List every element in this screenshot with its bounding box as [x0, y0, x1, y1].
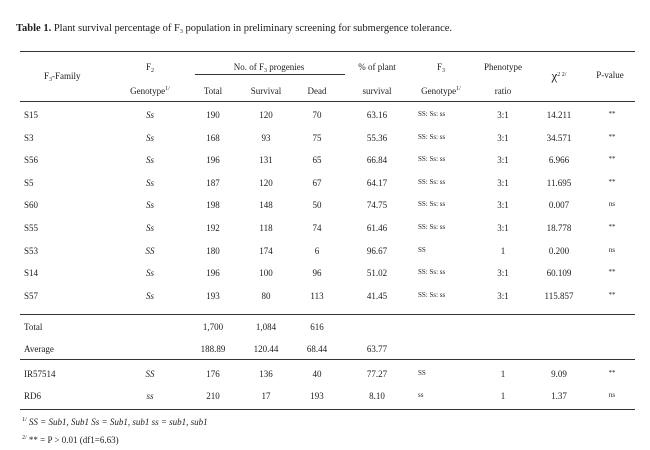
cell-f3: SS: Ss: ss	[418, 200, 446, 209]
cell-pct: 51.02	[366, 268, 388, 279]
cell-chi: 60.109	[546, 268, 572, 279]
cell-survival: 120	[259, 177, 273, 188]
cell-f2: Ss	[145, 290, 155, 301]
top-rule	[20, 51, 635, 52]
header-chi-symbol: χ	[551, 68, 558, 83]
header-progenies	[234, 62, 305, 73]
cell-family: S14	[24, 268, 39, 279]
average-total: 188.89	[200, 344, 226, 354]
cell-p: **	[608, 177, 616, 186]
cell-pct: 8.10	[369, 391, 385, 401]
header-f3	[437, 62, 445, 73]
average-label: Average	[24, 344, 54, 354]
total-total: 1,700	[202, 322, 224, 332]
cell-ratio: 3:1	[497, 290, 509, 301]
cell-f3: SS: Ss: ss	[418, 110, 446, 118]
cell-chi: 34.571	[546, 132, 572, 143]
cell-dead: 50	[312, 200, 322, 211]
header-f2-genotype-text: Genotype	[130, 86, 166, 96]
cell-dead: 65	[312, 155, 322, 166]
cell-total: 196	[206, 268, 220, 279]
header-progenies-suffix: progenies	[267, 62, 305, 72]
cell-dead: 67	[312, 177, 322, 188]
average-percent: 63.77	[366, 344, 388, 354]
header-total: Total	[203, 86, 223, 96]
header-chi-note: 2 2/	[557, 72, 567, 78]
header-f3-genotype-note: 1/	[456, 86, 461, 92]
caption-text-b: population in preliminary screening for submergence tolerance.	[185, 23, 453, 34]
cell-p: **	[608, 290, 616, 299]
total-survival: 1,084	[255, 322, 277, 332]
cell-f2: Ss	[145, 223, 155, 233]
header-chi-square	[552, 70, 567, 83]
cell-total: 180	[206, 245, 220, 256]
header-f2-subscript: 2	[151, 68, 155, 74]
cell-dead: 75	[312, 132, 322, 143]
cell-f3: SS: Ss: ss	[418, 268, 446, 277]
cell-ratio: 1	[500, 369, 506, 379]
cell-ratio: 1	[500, 245, 506, 256]
cell-total: 176	[206, 369, 220, 379]
header-dead: Dead	[307, 86, 327, 96]
cell-f2: Ss	[145, 177, 155, 188]
header-f2-genotype	[130, 86, 170, 97]
cell-p: ns	[608, 200, 616, 209]
cell-f2: Ss	[145, 200, 155, 211]
cell-survival: 100	[259, 268, 273, 279]
cell-dead: 70	[312, 110, 322, 120]
caption-subscript: 3	[179, 29, 183, 35]
header-family	[44, 71, 81, 82]
header-f2-text: F	[145, 62, 152, 72]
cell-survival: 131	[259, 155, 273, 166]
cell-ratio: 3:1	[497, 200, 509, 211]
cell-f3: SS: Ss: ss	[418, 290, 446, 299]
total-dead: 616	[310, 322, 324, 332]
cell-survival: 174	[259, 245, 273, 256]
cell-total: 190	[206, 110, 220, 120]
cell-f2: SS	[145, 369, 155, 379]
cell-family: S55	[24, 223, 39, 233]
cell-survival: 17	[261, 391, 271, 401]
footnote-1-text: SS = Sub1, Sub1 Ss = Sub1, sub1 ss = sub1, sub1	[28, 417, 208, 427]
cell-p: **	[608, 268, 616, 277]
cell-f3: SS	[418, 245, 426, 254]
cell-pct: 55.36	[366, 132, 388, 143]
cell-family: S3	[24, 132, 34, 143]
header-family-subscript: 3	[49, 77, 53, 83]
cell-chi: 14.211	[546, 110, 572, 120]
cell-family: IR57514	[24, 369, 56, 379]
header-f3-subscript: 3	[442, 68, 446, 74]
cell-survival: 120	[259, 110, 273, 120]
cell-total: 210	[206, 391, 220, 401]
cell-ratio: 3:1	[497, 155, 509, 166]
cell-f3: SS: Ss: ss	[418, 177, 446, 186]
cell-total: 196	[206, 155, 220, 166]
cell-dead: 40	[312, 369, 322, 379]
cell-ratio: 3:1	[497, 132, 509, 143]
cell-ratio: 3:1	[497, 110, 509, 120]
cell-f3: ss	[418, 391, 424, 399]
cell-pct: 96.67	[366, 245, 388, 256]
cell-total: 193	[206, 290, 220, 301]
cell-family: RD6	[24, 391, 42, 401]
footnote-2	[22, 435, 119, 446]
cell-f2: Ss	[145, 110, 155, 120]
cell-dead: 193	[310, 391, 324, 401]
cell-f2: Ss	[145, 155, 155, 166]
cell-ratio: 3:1	[497, 268, 509, 279]
cell-chi: 18.778	[546, 223, 572, 233]
header-survival: Survival	[250, 86, 282, 96]
footnote-1	[22, 417, 208, 428]
cell-pct: 63.16	[366, 110, 388, 120]
header-family-text: F	[44, 71, 50, 81]
cell-ratio: 1	[500, 391, 506, 401]
cell-survival: 136	[259, 369, 273, 379]
average-dead: 68.44	[306, 344, 328, 354]
cell-chi: 9.09	[551, 369, 567, 379]
cell-p: **	[608, 223, 616, 231]
header-family-suffix: -Family	[52, 71, 81, 81]
header-survival-pct: survival	[362, 86, 392, 96]
cell-p: **	[608, 155, 616, 164]
progenies-underline	[195, 74, 345, 75]
header-progenies-text: No. of F	[233, 62, 265, 72]
cell-survival: 148	[259, 200, 273, 211]
table-caption	[16, 22, 452, 35]
rule-above-checks	[20, 359, 635, 360]
cell-pct: 41.45	[366, 290, 388, 301]
caption-text-a: Plant survival percentage of F	[53, 23, 180, 34]
cell-dead: 96	[312, 268, 322, 279]
footnote-2-marker: 2/	[22, 435, 27, 441]
cell-dead: 6	[314, 245, 320, 256]
cell-chi: 1.37	[551, 391, 567, 401]
cell-pct: 64.17	[366, 177, 388, 188]
cell-f3: SS	[418, 369, 426, 377]
header-f2	[146, 62, 154, 73]
footnote-1-marker: 1/	[22, 417, 27, 423]
cell-chi: 0.007	[548, 200, 570, 211]
cell-family: S57	[24, 290, 39, 301]
cell-ratio: 3:1	[497, 177, 509, 188]
cell-f2: ss	[146, 391, 154, 401]
cell-survival: 93	[261, 132, 271, 143]
cell-f2: Ss	[145, 268, 155, 279]
cell-pct: 77.27	[366, 369, 388, 379]
header-bottom-rule	[20, 101, 635, 102]
cell-total: 187	[206, 177, 220, 188]
cell-f3: SS: Ss: ss	[418, 155, 446, 164]
cell-survival: 80	[261, 290, 271, 301]
cell-family: S15	[24, 110, 39, 120]
bottom-rule	[20, 409, 635, 410]
cell-total: 192	[206, 223, 220, 233]
cell-f3: SS: Ss: ss	[418, 132, 446, 141]
cell-chi: 0.200	[548, 245, 570, 256]
header-progenies-subscript: 3	[264, 68, 268, 74]
cell-ratio: 3:1	[497, 223, 509, 233]
header-percent: % of plant	[358, 62, 396, 72]
cell-p: **	[608, 369, 616, 377]
cell-p: **	[608, 110, 616, 118]
cell-chi: 115.857	[544, 290, 574, 301]
header-f3-genotype-text: Genotype	[421, 86, 457, 96]
header-f2-genotype-note: 1/	[165, 86, 170, 92]
cell-pct: 74.75	[366, 200, 388, 211]
header-phenotype: Phenotype	[484, 62, 522, 72]
rule-above-total	[20, 314, 635, 315]
cell-family: S56	[24, 155, 39, 166]
average-survival: 120.44	[253, 344, 279, 354]
cell-p: ns	[608, 391, 616, 399]
cell-total: 168	[206, 132, 220, 143]
cell-dead: 113	[310, 290, 324, 301]
cell-family: S53	[24, 245, 39, 256]
cell-total: 198	[206, 200, 220, 211]
header-f3-genotype	[421, 86, 461, 97]
cell-survival: 118	[259, 223, 273, 233]
cell-f2: Ss	[145, 132, 155, 143]
footnote-2-text: ** = P > 0.01 (df1=6.63)	[28, 435, 119, 445]
total-label: Total	[24, 322, 43, 332]
cell-pct: 66.84	[366, 155, 388, 166]
cell-f2: SS	[145, 245, 155, 256]
header-ratio: ratio	[494, 86, 512, 96]
cell-dead: 74	[312, 223, 322, 233]
cell-pct: 61.46	[366, 223, 388, 233]
cell-p: ns	[608, 245, 616, 254]
cell-family: S5	[24, 177, 34, 188]
cell-p: **	[608, 132, 616, 141]
caption-label: Table 1.	[16, 23, 52, 34]
cell-chi: 6.966	[548, 155, 570, 166]
header-f3-text: F	[436, 62, 443, 72]
cell-f3: SS: Ss: ss	[418, 223, 446, 231]
header-pvalue: P-value	[596, 70, 624, 80]
cell-chi: 11.695	[546, 177, 572, 188]
cell-family: S60	[24, 200, 39, 211]
